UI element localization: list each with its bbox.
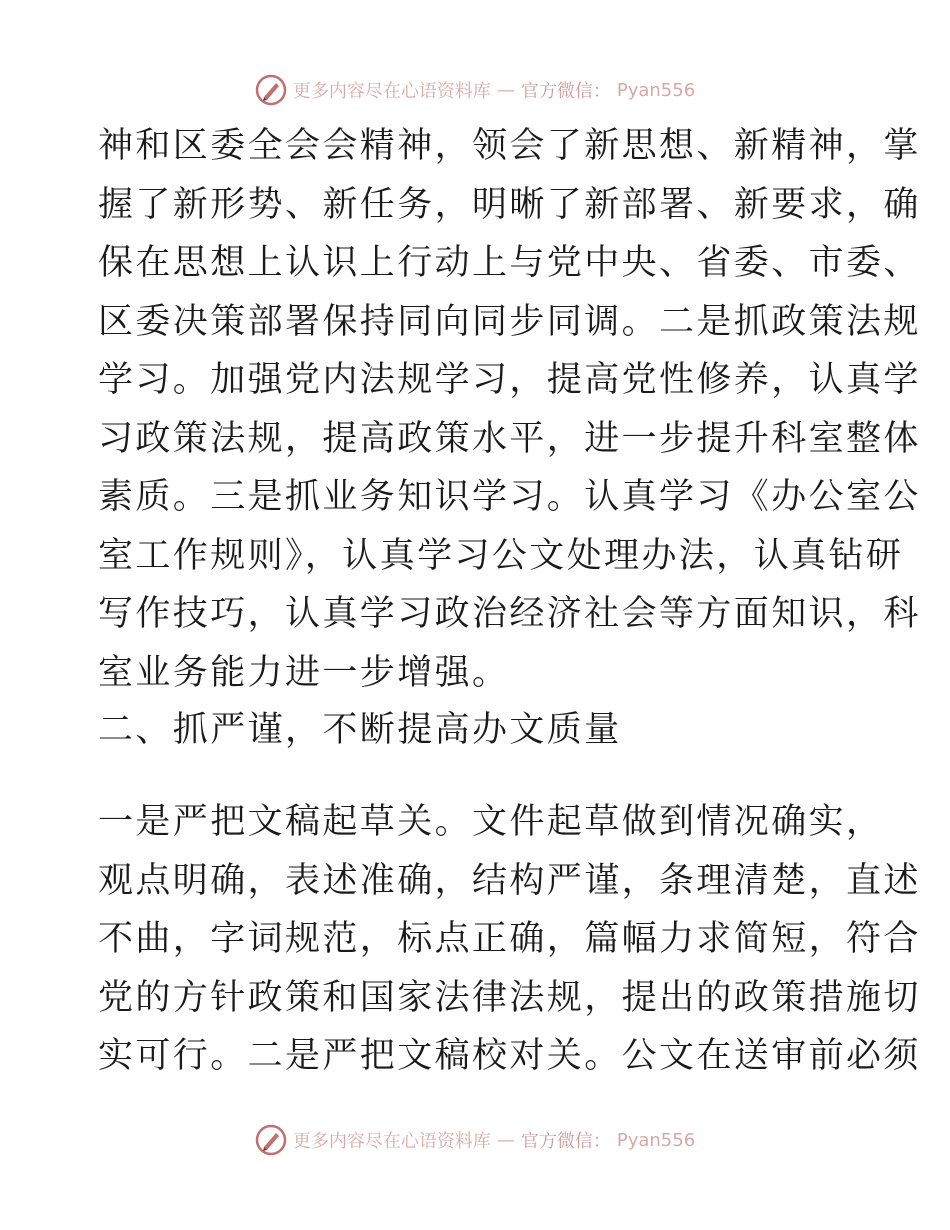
text-line: 学习。加强党内法规学习，提高党性修养，认真学 [98, 360, 921, 400]
text-line: 保在思想上认识上行动上与党中央、省委、市委、 [98, 243, 921, 283]
text-line: 素质。三是抓业务知识学习。认真学习《办公室公 [98, 477, 921, 517]
text-line: 习政策法规，提高政策水平，进一步提升科室整体 [98, 418, 921, 459]
text-line: 不曲，字词规范，标点正确，篇幅力求简短，符合 [98, 919, 921, 959]
header-watermark [0, 70, 950, 110]
text-line: 观点明确，表述准确，结构严谨，条理清楚，直述 [98, 860, 921, 901]
text-line: 党的方针政策和国家法律法规，提出的政策措施切 [98, 977, 921, 1018]
text-line: 握了新形势、新任务，明晰了新部署、新要求，确 [98, 184, 921, 225]
pen-logo-icon [255, 74, 287, 106]
watermark-wechat-id: Pyan556 [616, 1129, 696, 1151]
text-line: 神和区委全会会精神，领会了新思想、新精神，掌 [98, 126, 921, 166]
watermark-wechat-label: 官方微信： [520, 1131, 611, 1152]
section-heading: 二、抓严谨，不断提高办文质量 [98, 710, 622, 750]
text-line: 一是严把文稿起草关。文件起草做到情况确实， [98, 802, 884, 842]
pen-logo-icon [255, 1124, 287, 1156]
paragraph-1 [98, 117, 921, 702]
paragraph-2 [98, 793, 921, 1086]
text-line: 写作技巧，认真学习政治经济社会等方面知识，科 [98, 594, 921, 634]
text-line: 室业务能力进一步增强。 [98, 652, 510, 693]
watermark-separator: — [496, 79, 515, 101]
watermark-text: 更多内容尽在心语资料库 [292, 1131, 491, 1152]
text-line: 室工作规则》，认真学习公文处理办法，认真钻研 [98, 535, 904, 576]
footer-watermark [0, 1120, 950, 1160]
watermark-wechat-id: Pyan556 [616, 79, 696, 101]
text-line: 区委决策部署保持同向同步同调。二是抓政策法规 [98, 301, 921, 342]
watermark-text: 更多内容尽在心语资料库 [292, 81, 491, 102]
text-line: 实可行。二是严把文稿校对关。公文在送审前必须 [98, 1036, 921, 1076]
watermark-wechat-label: 官方微信： [520, 81, 611, 102]
watermark-separator: — [496, 1129, 515, 1151]
